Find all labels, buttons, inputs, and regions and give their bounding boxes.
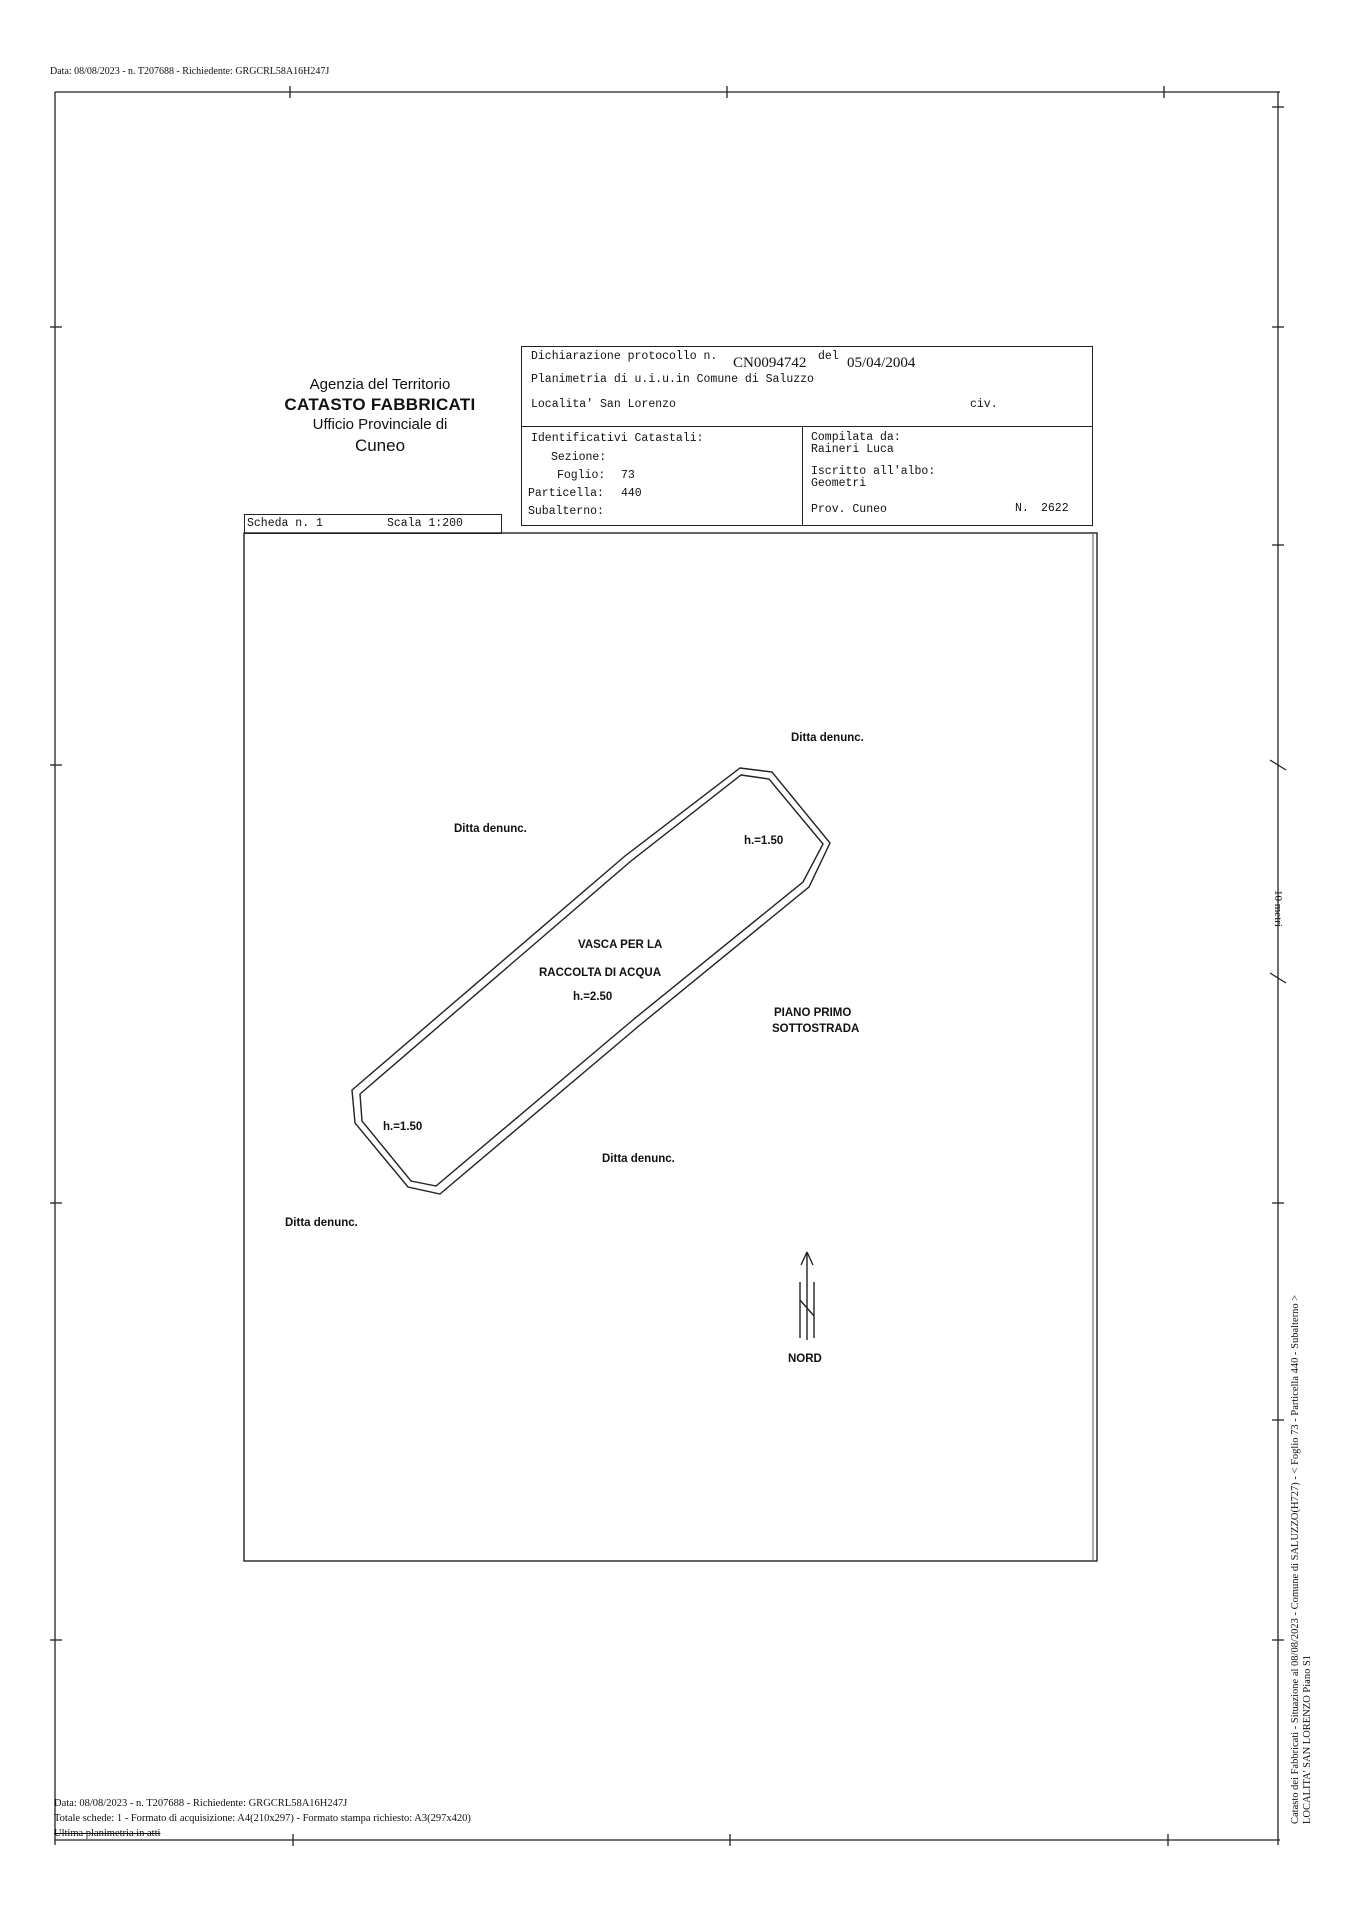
- foglio-value: 73: [621, 469, 635, 482]
- planimetria-line: Planimetria di u.i.u.in Comune di Saluzzo: [531, 373, 814, 386]
- floor-level-line1: PIANO PRIMO: [774, 1007, 852, 1019]
- subalterno-label: Subalterno:: [528, 505, 604, 518]
- tank-title-line2: RACCOLTA DI ACQUA: [539, 967, 662, 979]
- del-label: del: [818, 350, 839, 363]
- ditta-label-left: Ditta denunc.: [454, 823, 527, 835]
- catasto-title: CATASTO FABBRICATI: [284, 395, 476, 414]
- protocol-number: CN0094742: [733, 355, 807, 371]
- identificativi-title: Identificativi Catastali:: [531, 432, 704, 445]
- ditta-label-top-right: Ditta denunc.: [791, 732, 864, 744]
- tank-outer-outline: [352, 768, 830, 1194]
- ditta-label-bottom: Ditta denunc.: [602, 1153, 675, 1165]
- scale-bar-label: 10 metri: [1272, 890, 1284, 927]
- particella-label: Particella:: [528, 487, 604, 500]
- registration-n-label: N.: [1015, 502, 1029, 515]
- side-note-line1: Catasto dei Fabbricati - Situazione al 08/08/2023 - Comune di SALUZZO(H727) - < Foglio 73 - Particella 440 - Subalterno >: [1290, 1294, 1301, 1824]
- scala-label: Scala 1:200: [387, 517, 463, 530]
- albo-value: Geometri: [811, 477, 867, 490]
- plan-frame: [244, 533, 1097, 1561]
- north-label: NORD: [788, 1353, 822, 1365]
- albo-label: Iscritto all'albo:: [811, 465, 936, 478]
- localita-line: Localita' San Lorenzo: [531, 398, 676, 411]
- ufficio-city: Cuneo: [354, 436, 406, 455]
- floor-level-line2: SOTTOSTRADA: [772, 1023, 860, 1035]
- agency-name: Agenzia del Territorio: [309, 376, 451, 393]
- tank-title-line1: VASCA PER LA: [578, 939, 663, 951]
- compilata-label: Compilata da:: [811, 431, 901, 444]
- ufficio-label: Ufficio Provinciale di: [312, 416, 448, 433]
- compilata-name: Raineri Luca: [811, 443, 894, 456]
- registration-n-value: 2622: [1041, 502, 1069, 515]
- sezione-label: Sezione:: [551, 451, 607, 464]
- depth-label-bottom: h.=1.50: [383, 1121, 423, 1133]
- foglio-label: Foglio:: [557, 469, 606, 482]
- side-note: [1290, 1295, 1314, 1824]
- footer-block: [54, 1796, 471, 1841]
- particella-value: 440: [621, 487, 642, 500]
- depth-label-middle: h.=2.50: [573, 991, 613, 1003]
- footer-status-line: Ultima planimetria in atti: [54, 1828, 161, 1839]
- north-arrow: [800, 1252, 814, 1340]
- protocol-label: Dichiarazione protocollo n.: [531, 350, 718, 363]
- scheda-label: Scheda n. 1: [247, 517, 323, 530]
- declaration-date: 05/04/2004: [847, 355, 916, 371]
- footer-totals-line: Totale schede: 1 - Formato di acquisizione: A4(210x297) - Formato stampa richiesto: A3(297x420): [54, 1813, 471, 1824]
- ditta-label-bottom-left: Ditta denunc.: [285, 1217, 358, 1229]
- depth-label-top: h.=1.50: [744, 835, 784, 847]
- prov-label: Prov. Cuneo: [811, 503, 887, 516]
- civ-label: civ.: [970, 398, 998, 411]
- side-note-line2: LOCALITA' SAN LORENZO Piano S1: [1302, 1654, 1313, 1824]
- footer-request-line: Data: 08/08/2023 - n. T207688 - Richiedente: GRGCRL58A16H247J: [54, 1798, 348, 1809]
- header-request-line: Data: 08/08/2023 - n. T207688 - Richiedente: GRGCRL58A16H247J: [50, 66, 330, 77]
